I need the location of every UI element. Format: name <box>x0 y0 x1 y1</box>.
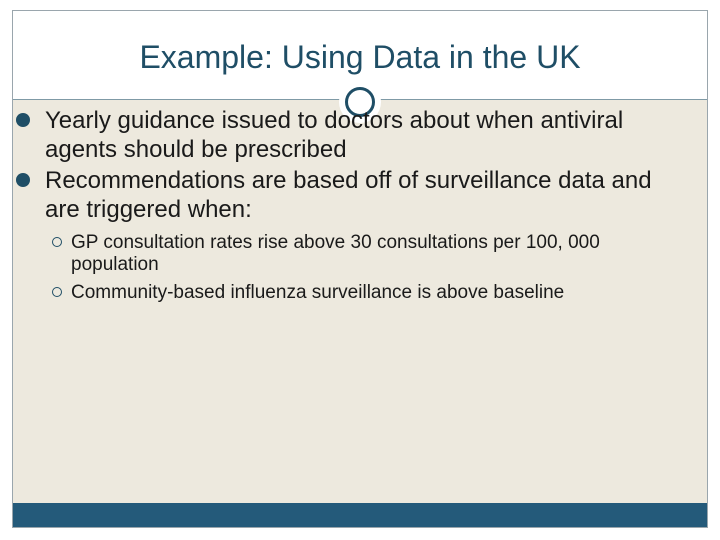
sub-bullet-text: GP consultation rates rise above 30 consultations per 100, 000 population <box>71 232 600 275</box>
sub-bullet-list <box>8 232 688 304</box>
sub-bullet-item <box>8 232 688 276</box>
hollow-circle-bullet-icon <box>52 287 62 297</box>
bullet-text: Recommendations are based off of surveillance data and are triggered when: <box>45 167 652 223</box>
bullet-text: Yearly guidance issued to doctors about when antiviral agents should be prescribed <box>45 107 624 163</box>
filled-circle-bullet-icon <box>16 173 30 187</box>
bullet-item <box>8 106 688 164</box>
filled-circle-bullet-icon <box>16 113 30 127</box>
bullet-item <box>8 166 688 224</box>
sub-bullet-item <box>8 282 688 304</box>
hollow-circle-bullet-icon <box>52 237 62 247</box>
bottom-bar <box>13 503 707 527</box>
slide-title: Example: Using Data in the UK <box>139 39 581 75</box>
bullet-list <box>8 106 688 310</box>
sub-bullet-text: Community-based influenza surveillance is above baseline <box>71 282 565 303</box>
